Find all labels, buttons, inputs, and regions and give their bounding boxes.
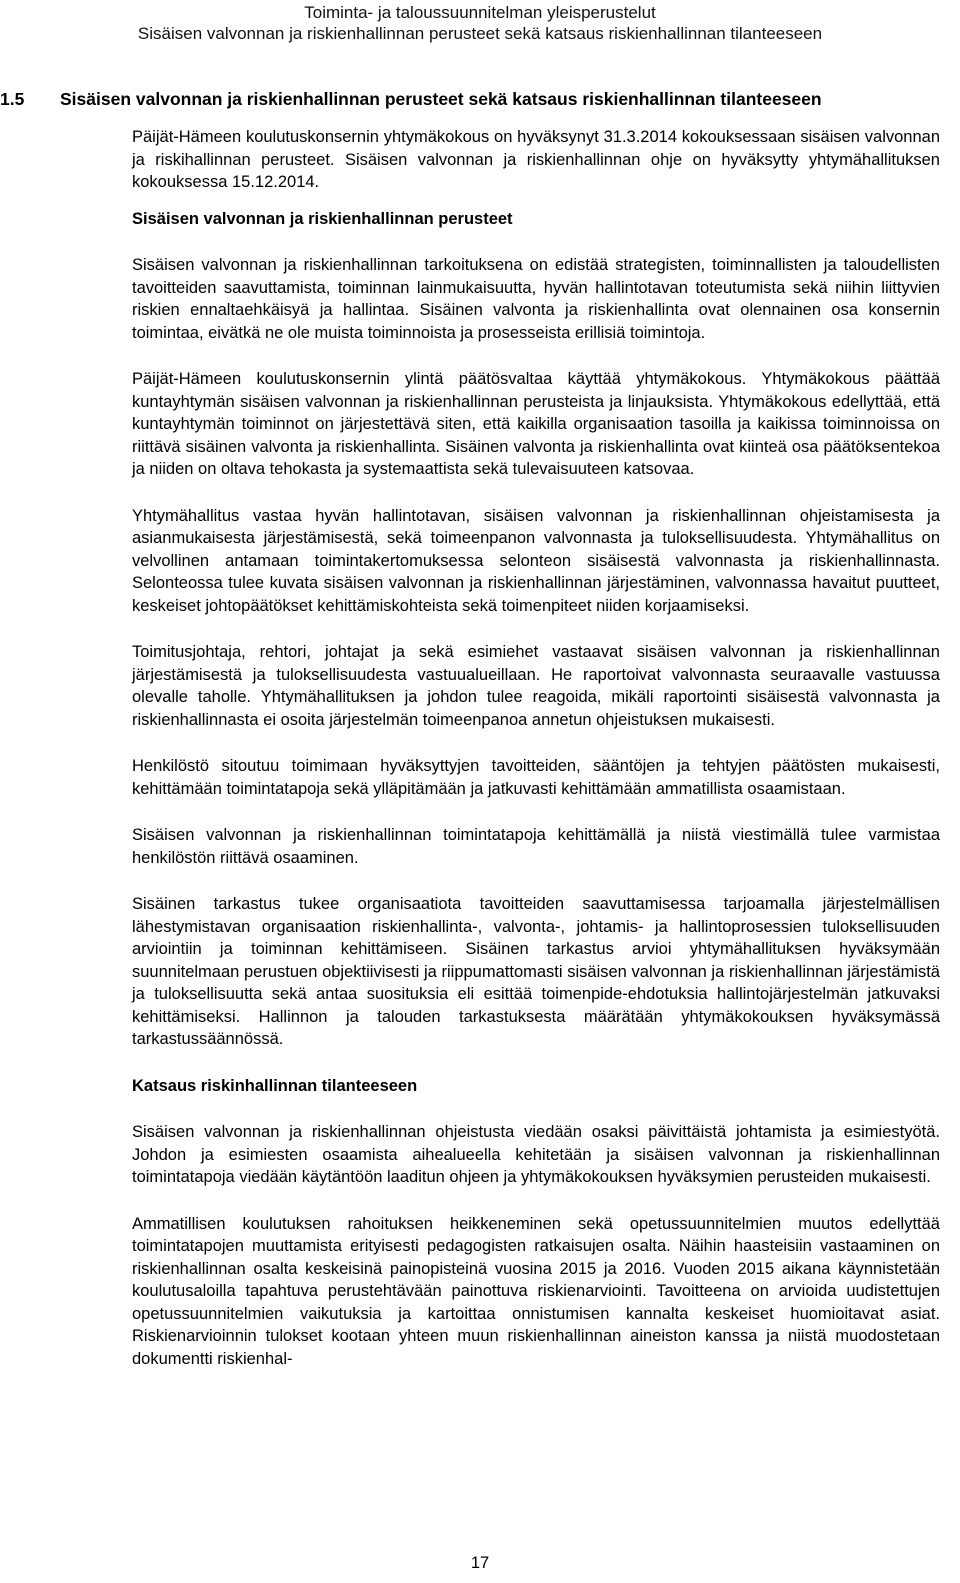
document-body [132,126,940,1394]
paragraph: Henkilöstö sitoutuu toimimaan hyväksyttyjen tavoitteiden, sääntöjen ja tehtyjen päätösten mukaisesti, kehittämään toimintatapoja sekä ylläpitämään ja jatkuvasti kehittämään ammatillista osaamistaan. [132,757,940,798]
running-header [0,2,960,44]
section-heading [0,88,940,110]
paragraph: Sisäinen tarkastus tukee organisaatiota tavoitteiden saavuttamisessa tarjoamalla järjestelmällisen lähestymistavan organisaation riskienhallinta-, valvonta-, johtamis- ja hallintoprosessien tuloksellisuuden arviointiin ja toiminnan kehittämiseen. Sisäinen tarkastus arvioi yhtymähallituksen hyväksymään suunnitelmaan perustuen objektiivisesti ja riippumattomasti sisäisen valvonnan ja riskienhallinnan järjestämistä ja tuloksellisuutta sekä antaa suosituksia eli esittää toimenpide-ehdotuksia hallintojärjestelmän jatkuvaksi kehittämiseksi. Hallinnon ja talouden tarkastuksesta määrätään yhtymäkokouksen hyväksymässä tarkastussäännössä. [132,895,940,1048]
paragraph: Ammatillisen koulutuksen rahoituksen heikkeneminen sekä opetussuunnitelmien muutos edellyttää toimintatapojen muuttamista erityisesti pedagogisten ratkaisujen osalta. Näihin haasteisiin vastaaminen on riskienhallinnan osalta keskeisinä painopisteinä vuosina 2015 ja 2016. Vuoden 2015 aikana käynnistetään koulutusaloilla tapahtuva perustehtävään painottuva riskienarviointi. Tavoitteena on arvioida uudistettujen opetussuunnitelmien vaikutuksia ja kartoittaa onnistumisen kannalta keskeiset huomioitavat asiat. Riskienarvioinnin tulokset kootaan yhteen muun riskienhallinnan aineiston kanssa ja niistä muodostetaan dokumentti riskienhal- [132,1214,940,1368]
paragraph: Yhtymähallitus vastaa hyvän hallintotavan, sisäisen valvonnan ja riskienhallinnan ohjeistamisesta ja asianmukaisesta järjestämisestä, sekä toimeenpanon valvonnasta ja tuloksellisuudesta. Yhtymähallitus on velvollinen antamaan toimintakertomuksessa selonteon sisäisestä valvonnasta ja riskienhallinnasta. Selonteossa tulee kuvata sisäisen valvonnan ja riskienhallinnan järjestäminen, valvonnassa havaitut puutteet, keskeiset johtopäätökset kehittämiskohteista sekä toimenpiteet niiden korjaamiseksi. [132,506,940,615]
paragraph: Sisäisen valvonnan ja riskienhallinnan tarkoituksena on edistää strategisten, toiminnallisten ja taloudellisten tavoitteiden saavuttamista, toiminnan lainmukaisuutta, hyvän hallintotavan toteutumista sekä niihin liittyvien riskien ennaltaehkäisyä ja hallintaa. Sisäinen valvonta ja riskienhallinta ovat olennainen osa konsernin toimintaa, eivätkä ne ole muista toiminnoista ja prosesseista erillisiä toimintoja. [132,256,940,342]
section-title: Sisäisen valvonnan ja riskienhallinnan perusteet sekä katsaus riskienhallinnan tilanteeseen [60,89,822,109]
page-number: 17 [470,1554,490,1572]
paragraph: Sisäisen valvonnan ja riskienhallinnan toimintatapoja kehittämällä ja niistä viestimällä tulee varmistaa henkilöstön riittävä osaaminen. [132,826,940,867]
intro-paragraph: Päijät-Hämeen koulutuskonsernin yhtymäkokous on hyväksynyt 31.3.2014 kokouksessaan sisäisen valvonnan ja riskihallinnan perusteet. Sisäisen valvonnan ja riskienhallinnan ohje on hyväksytty yhtymähallituksen kokouksessa 15.12.2014. [132,128,940,191]
paragraph: Toimitusjohtaja, rehtori, johtajat ja sekä esimiehet vastaavat sisäisen valvonnan ja riskienhallinnan järjestämisestä ja tuloksellisuudesta vastuualueillaan. He raportoivat valvonnasta seuraavalle vastuussa olevalle taholle. Yhtymähallituksen ja johdon tulee reagoida, mikäli raportointi sisäisestä valvonnasta ja riskienhallinnasta ei osoita järjestelmän toimeenpanoa annetun ohjeistuksen mukaisesti. [132,643,940,729]
section-number: 1.5 [0,89,25,109]
header-title: Toiminta- ja taloussuunnitelman yleisperustelut [304,3,656,22]
paragraph: Päijät-Hämeen koulutuskonsernin ylintä päätösvaltaa käyttää yhtymäkokous. Yhtymäkokous päättää kuntayhtymän sisäisen valvonnan ja riskienhallinnan perusteista ja linjauksista. Yhtymäkokous edellyttää, että kuntayhtymän toiminnot on järjestettävä siten, että kaikilla organisaation tasoilla ja kaikissa toiminnoissa on riittävä sisäinen valvonta ja riskienhallinta. Sisäinen valvonta ja riskienhallinta ovat kiinteä osa päätöksentekoa ja niiden on oltava tehokasta ja systemaattista sekä tulevaisuuteen katsovaa. [132,370,940,478]
subsection-heading: Sisäisen valvonnan ja riskienhallinnan perusteet [132,209,513,228]
header-subtitle: Sisäisen valvonnan ja riskienhallinnan perusteet sekä katsaus riskienhallinnan tilanteeseen [137,24,823,43]
subsection-heading: Katsaus riskinhallinnan tilanteeseen [132,1076,418,1095]
paragraph: Sisäisen valvonnan ja riskienhallinnan ohjeistusta viedään osaksi päivittäistä johtamista ja esimiestyötä. Johdon ja esimiesten osaamista aihealueella kehitetään ja sisäisen valvonnan ja riskienhallinnan toimintatapoja viedään käytäntöön laaditun ohjeen ja yhtymäkokouksen hyväksymien perusteiden mukaisesti. [132,1123,940,1186]
